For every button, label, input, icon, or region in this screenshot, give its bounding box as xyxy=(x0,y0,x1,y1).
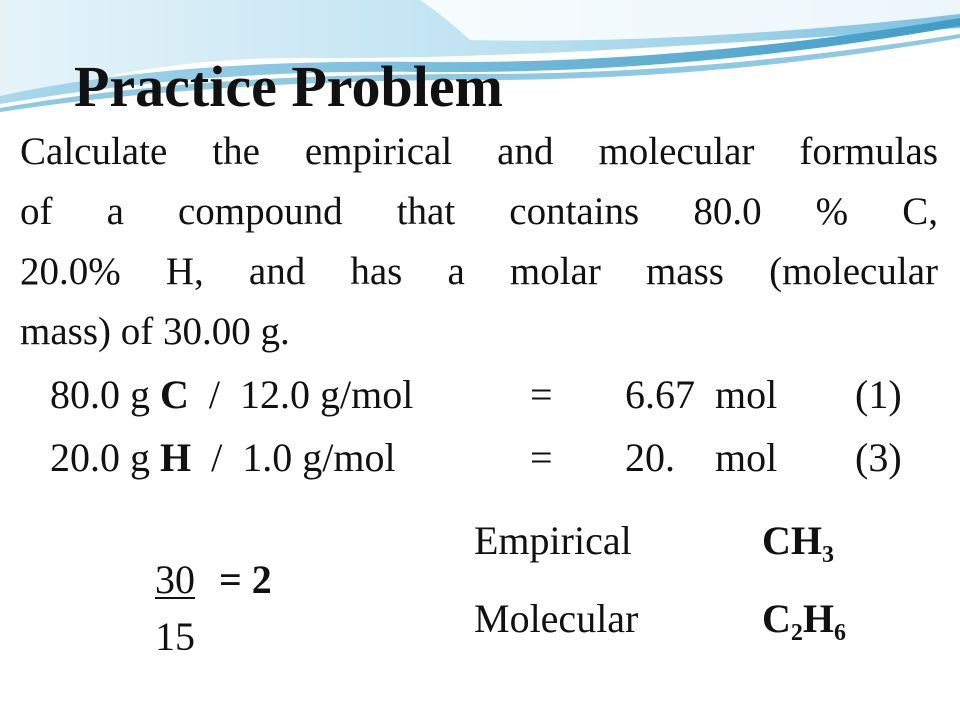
problem-line: Calculate the empirical and molecular formulas xyxy=(20,130,938,173)
calc-ratio: (1) xyxy=(855,372,902,417)
calc-ratio: (3) xyxy=(855,435,902,480)
calc-moles-value: 6.67 xyxy=(625,372,695,417)
calc-moles-unit: mol xyxy=(715,372,778,417)
calc-molar-mass: 1.0 g/mol xyxy=(242,435,396,480)
formula-element: H xyxy=(790,518,823,563)
calc-equals: = xyxy=(530,435,553,480)
formula-subscript: 2 xyxy=(790,620,803,646)
formula-element: H xyxy=(802,596,835,641)
problem-line: 20.0% H, and has a molar mass (molecular xyxy=(20,250,938,293)
problem-statement xyxy=(20,122,938,362)
calc-element: H xyxy=(160,435,192,480)
empirical-formula xyxy=(762,516,834,580)
calc-molar-mass: 12.0 g/mol xyxy=(240,372,414,417)
formula-element: C xyxy=(762,596,791,641)
molecular-formula xyxy=(762,594,846,658)
calc-element: C xyxy=(160,372,189,417)
fraction-numerator-row xyxy=(155,555,272,605)
calc-moles-value: 20. xyxy=(625,435,675,480)
calc-divider: / xyxy=(211,435,223,480)
calc-equals: = xyxy=(530,372,553,417)
formula-subscript: 3 xyxy=(822,542,835,568)
formula-element: C xyxy=(762,518,791,563)
slide-title: Practice Problem xyxy=(74,54,503,119)
calc-moles-unit: mol xyxy=(715,435,778,480)
fraction-numerator: 30 xyxy=(155,557,195,602)
calc-divider: / xyxy=(208,372,221,417)
fraction-result: = 2 xyxy=(219,557,272,602)
calc-mass: 20.0 g xyxy=(50,435,150,480)
calc-mass: 80.0 g xyxy=(50,372,150,417)
problem-line: of a compound that contains 80.0 % C, xyxy=(20,190,938,233)
calc-row-hydrogen xyxy=(50,433,396,483)
calc-row-carbon xyxy=(50,370,413,420)
empirical-label: Empirical xyxy=(474,518,632,563)
molecular-label: Molecular xyxy=(474,596,639,641)
fraction-denominator: 15 xyxy=(155,614,195,659)
problem-line: mass) of 30.00 g. xyxy=(20,310,290,353)
formula-subscript: 6 xyxy=(834,620,847,646)
